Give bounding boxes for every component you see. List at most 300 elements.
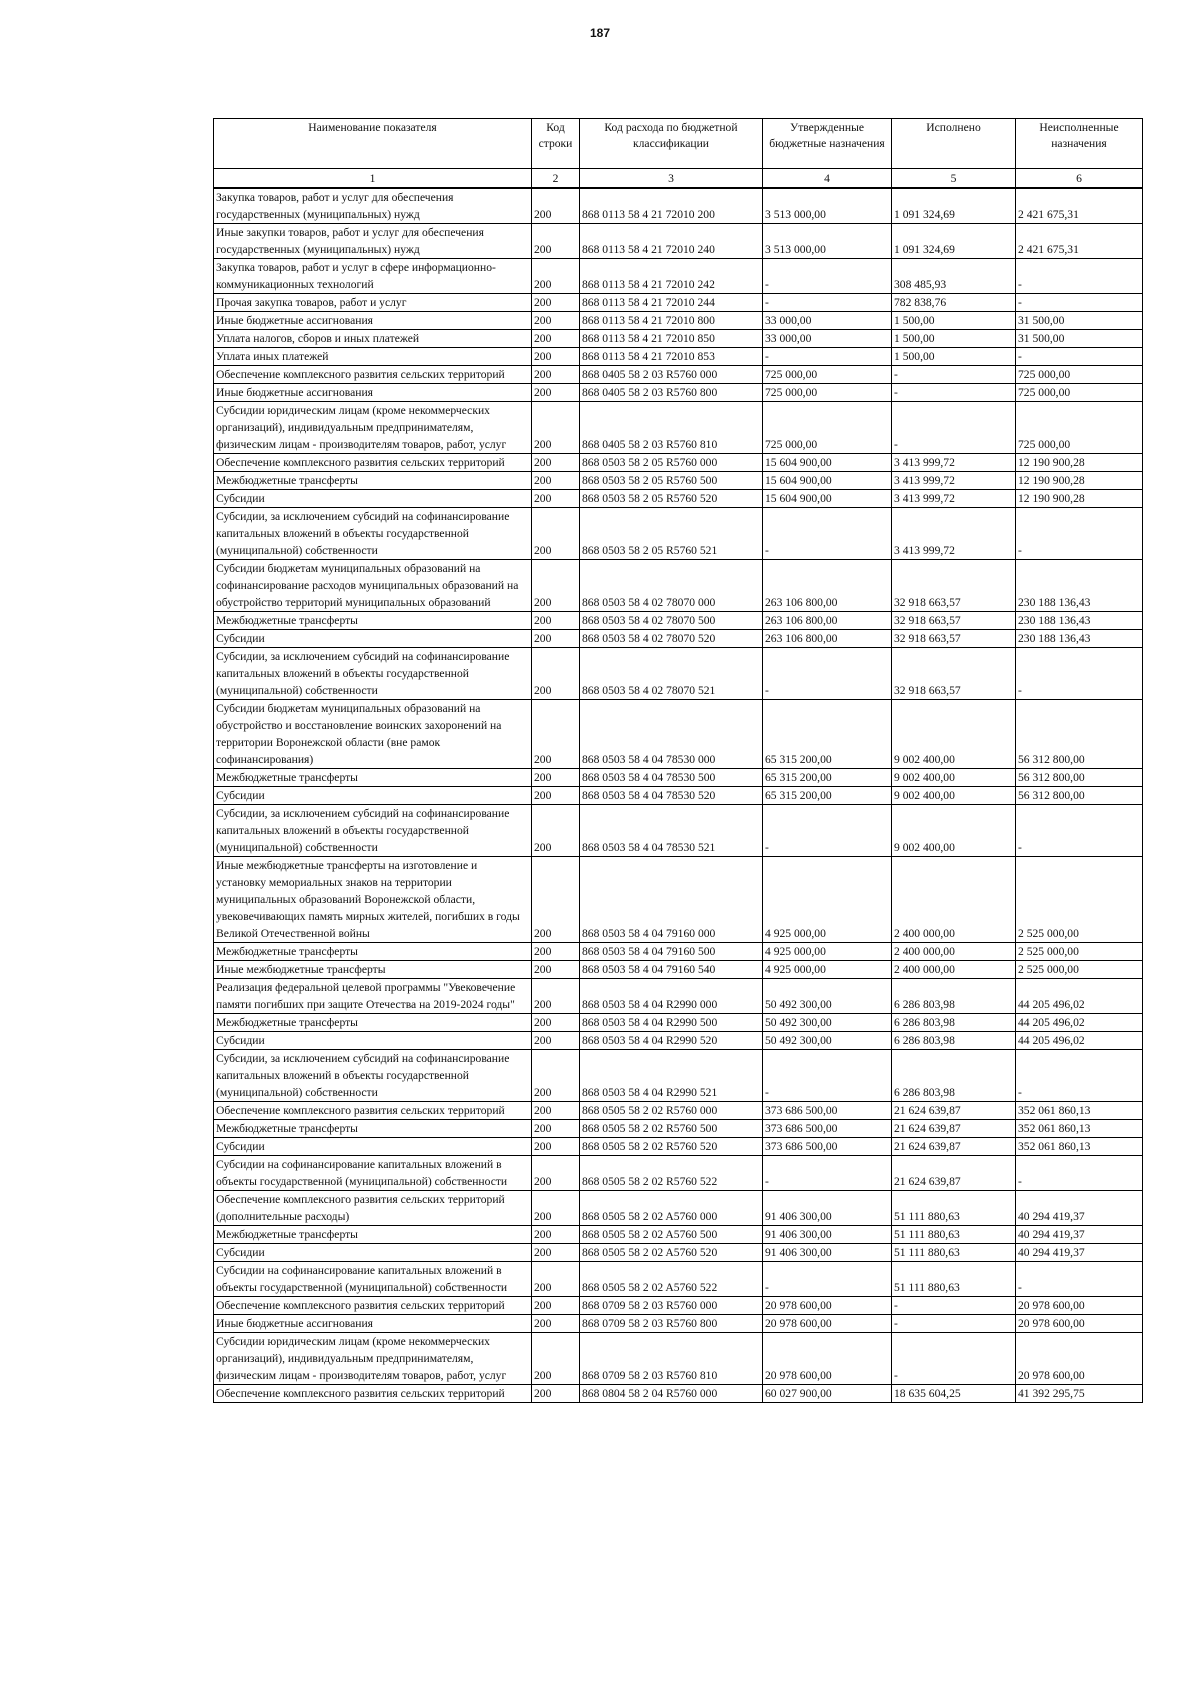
budget-code-cell: 868 0804 58 2 04 R5760 000 — [580, 1385, 763, 1403]
budget-code-cell: 868 0503 58 4 04 79160 000 — [580, 857, 763, 943]
approved-amount-cell: 91 406 300,00 — [763, 1191, 892, 1226]
indicator-name-cell: Субсидии, за исключением субсидий на софинансирование капитальных вложений в объекты государственной (муниципальной) собственности — [214, 648, 532, 700]
executed-amount-cell: 18 635 604,25 — [892, 1385, 1016, 1403]
budget-code-cell: 868 0503 58 2 05 R5760 521 — [580, 508, 763, 560]
approved-amount-cell: - — [763, 1050, 892, 1102]
column-header-name: Наименование показателя — [214, 119, 532, 169]
budget-code-cell: 868 0113 58 4 21 72010 800 — [580, 312, 763, 330]
approved-amount-cell: 60 027 900,00 — [763, 1385, 892, 1403]
column-number: 6 — [1016, 169, 1143, 189]
unexecuted-amount-cell: 31 500,00 — [1016, 312, 1143, 330]
indicator-name-cell: Обеспечение комплексного развития сельских территорий — [214, 1102, 532, 1120]
column-number: 4 — [763, 169, 892, 189]
column-number: 3 — [580, 169, 763, 189]
executed-amount-cell: 3 413 999,72 — [892, 454, 1016, 472]
budget-code-cell: 868 0503 58 4 04 R2990 000 — [580, 979, 763, 1014]
unexecuted-amount-cell: 40 294 419,37 — [1016, 1191, 1143, 1226]
executed-amount-cell: 1 500,00 — [892, 312, 1016, 330]
line-code-cell: 200 — [532, 330, 580, 348]
table-row — [214, 312, 1143, 330]
table-row — [214, 787, 1143, 805]
line-code-cell: 200 — [532, 1262, 580, 1297]
budget-code-cell: 868 0503 58 4 04 79160 540 — [580, 961, 763, 979]
table-row — [214, 508, 1143, 560]
line-code-cell: 200 — [532, 1333, 580, 1385]
approved-amount-cell: 373 686 500,00 — [763, 1120, 892, 1138]
unexecuted-amount-cell: 230 188 136,43 — [1016, 630, 1143, 648]
table-row — [214, 472, 1143, 490]
approved-amount-cell: 33 000,00 — [763, 312, 892, 330]
line-code-cell: 200 — [532, 700, 580, 769]
unexecuted-amount-cell: 44 205 496,02 — [1016, 1032, 1143, 1050]
executed-amount-cell: 9 002 400,00 — [892, 805, 1016, 857]
indicator-name-cell: Иные закупки товаров, работ и услуг для обеспечения государственных (муниципальных) нужд — [214, 224, 532, 259]
executed-amount-cell: 9 002 400,00 — [892, 700, 1016, 769]
indicator-name-cell: Межбюджетные трансферты — [214, 472, 532, 490]
line-code-cell: 200 — [532, 348, 580, 366]
budget-code-cell: 868 0405 58 2 03 R5760 810 — [580, 402, 763, 454]
approved-amount-cell: 65 315 200,00 — [763, 700, 892, 769]
line-code-cell: 200 — [532, 1102, 580, 1120]
approved-amount-cell: - — [763, 805, 892, 857]
approved-amount-cell: - — [763, 1262, 892, 1297]
indicator-name-cell: Уплата налогов, сборов и иных платежей — [214, 330, 532, 348]
table-row — [214, 630, 1143, 648]
executed-amount-cell: 6 286 803,98 — [892, 1014, 1016, 1032]
executed-amount-cell: 1 091 324,69 — [892, 188, 1016, 224]
line-code-cell: 200 — [532, 188, 580, 224]
executed-amount-cell: 21 624 639,87 — [892, 1156, 1016, 1191]
table-row — [214, 612, 1143, 630]
executed-amount-cell: 21 624 639,87 — [892, 1120, 1016, 1138]
unexecuted-amount-cell: 12 190 900,28 — [1016, 454, 1143, 472]
indicator-name-cell: Межбюджетные трансферты — [214, 943, 532, 961]
executed-amount-cell: 2 400 000,00 — [892, 943, 1016, 961]
table-row — [214, 961, 1143, 979]
approved-amount-cell: 65 315 200,00 — [763, 769, 892, 787]
approved-amount-cell: 33 000,00 — [763, 330, 892, 348]
line-code-cell: 200 — [532, 630, 580, 648]
indicator-name-cell: Обеспечение комплексного развития сельских территорий — [214, 366, 532, 384]
approved-amount-cell: 725 000,00 — [763, 366, 892, 384]
unexecuted-amount-cell: - — [1016, 648, 1143, 700]
executed-amount-cell: - — [892, 1333, 1016, 1385]
unexecuted-amount-cell: 20 978 600,00 — [1016, 1315, 1143, 1333]
line-code-cell: 200 — [532, 1191, 580, 1226]
approved-amount-cell: - — [763, 648, 892, 700]
line-code-cell: 200 — [532, 384, 580, 402]
approved-amount-cell: 91 406 300,00 — [763, 1226, 892, 1244]
executed-amount-cell: - — [892, 1297, 1016, 1315]
executed-amount-cell: 1 091 324,69 — [892, 224, 1016, 259]
line-code-cell: 200 — [532, 805, 580, 857]
unexecuted-amount-cell: 2 421 675,31 — [1016, 188, 1143, 224]
unexecuted-amount-cell: - — [1016, 294, 1143, 312]
line-code-cell: 200 — [532, 454, 580, 472]
budget-code-cell: 868 0505 58 2 02 A5760 522 — [580, 1262, 763, 1297]
indicator-name-cell: Межбюджетные трансферты — [214, 769, 532, 787]
indicator-name-cell: Прочая закупка товаров, работ и услуг — [214, 294, 532, 312]
budget-code-cell: 868 0503 58 4 04 78530 500 — [580, 769, 763, 787]
unexecuted-amount-cell: 20 978 600,00 — [1016, 1297, 1143, 1315]
approved-amount-cell: 725 000,00 — [763, 384, 892, 402]
table-row — [214, 769, 1143, 787]
unexecuted-amount-cell: 31 500,00 — [1016, 330, 1143, 348]
budget-code-cell: 868 0113 58 4 21 72010 244 — [580, 294, 763, 312]
executed-amount-cell: 51 111 880,63 — [892, 1226, 1016, 1244]
unexecuted-amount-cell: 44 205 496,02 — [1016, 979, 1143, 1014]
unexecuted-amount-cell: 230 188 136,43 — [1016, 560, 1143, 612]
line-code-cell: 200 — [532, 560, 580, 612]
approved-amount-cell: - — [763, 508, 892, 560]
page-number: 187 — [589, 26, 611, 40]
executed-amount-cell: 51 111 880,63 — [892, 1244, 1016, 1262]
executed-amount-cell: 32 918 663,57 — [892, 648, 1016, 700]
unexecuted-amount-cell: 56 312 800,00 — [1016, 769, 1143, 787]
budget-code-cell: 868 0503 58 4 02 78070 500 — [580, 612, 763, 630]
indicator-name-cell: Реализация федеральной целевой программы "Увековечение памяти погибших при защите Отечества на 2019-2024 годы" — [214, 979, 532, 1014]
unexecuted-amount-cell: - — [1016, 805, 1143, 857]
budget-code-cell: 868 0503 58 4 02 78070 000 — [580, 560, 763, 612]
executed-amount-cell: 6 286 803,98 — [892, 979, 1016, 1014]
table-body — [214, 188, 1143, 1403]
executed-amount-cell: 3 413 999,72 — [892, 490, 1016, 508]
indicator-name-cell: Уплата иных платежей — [214, 348, 532, 366]
approved-amount-cell: 20 978 600,00 — [763, 1315, 892, 1333]
approved-amount-cell: 4 925 000,00 — [763, 857, 892, 943]
line-code-cell: 200 — [532, 1138, 580, 1156]
budget-code-cell: 868 0503 58 4 04 78530 520 — [580, 787, 763, 805]
table-row — [214, 402, 1143, 454]
table-row — [214, 857, 1143, 943]
line-code-cell: 200 — [532, 1120, 580, 1138]
line-code-cell: 200 — [532, 787, 580, 805]
column-header-approved: Утвержденные бюджетные назначения — [763, 119, 892, 169]
executed-amount-cell: 9 002 400,00 — [892, 787, 1016, 805]
unexecuted-amount-cell: 2 525 000,00 — [1016, 943, 1143, 961]
approved-amount-cell: 65 315 200,00 — [763, 787, 892, 805]
executed-amount-cell: - — [892, 366, 1016, 384]
budget-code-cell: 868 0113 58 4 21 72010 853 — [580, 348, 763, 366]
executed-amount-cell: 3 413 999,72 — [892, 508, 1016, 560]
indicator-name-cell: Субсидии — [214, 490, 532, 508]
table-row — [214, 1050, 1143, 1102]
line-code-cell: 200 — [532, 857, 580, 943]
line-code-cell: 200 — [532, 259, 580, 294]
table-row — [214, 490, 1143, 508]
indicator-name-cell: Межбюджетные трансферты — [214, 1226, 532, 1244]
unexecuted-amount-cell: 56 312 800,00 — [1016, 700, 1143, 769]
table-header-row — [214, 119, 1143, 169]
line-code-cell: 200 — [532, 769, 580, 787]
table-row — [214, 259, 1143, 294]
table-row — [214, 294, 1143, 312]
line-code-cell: 200 — [532, 1032, 580, 1050]
indicator-name-cell: Закупка товаров, работ и услуг для обеспечения государственных (муниципальных) нужд — [214, 188, 532, 224]
column-header-line-code: Код строки — [532, 119, 580, 169]
line-code-cell: 200 — [532, 1014, 580, 1032]
budget-code-cell: 868 0503 58 4 04 79160 500 — [580, 943, 763, 961]
table-row — [214, 1297, 1143, 1315]
budget-code-cell: 868 0405 58 2 03 R5760 000 — [580, 366, 763, 384]
executed-amount-cell: 6 286 803,98 — [892, 1032, 1016, 1050]
unexecuted-amount-cell: 20 978 600,00 — [1016, 1333, 1143, 1385]
table-row — [214, 224, 1143, 259]
column-number-row — [214, 169, 1143, 189]
indicator-name-cell: Обеспечение комплексного развития сельских территорий (дополнительные расходы) — [214, 1191, 532, 1226]
executed-amount-cell: - — [892, 1315, 1016, 1333]
indicator-name-cell: Субсидии бюджетам муниципальных образований на софинансирование расходов муниципальных образований на обустройство территорий муниципальных образований — [214, 560, 532, 612]
table-row — [214, 1102, 1143, 1120]
table-row — [214, 805, 1143, 857]
approved-amount-cell: 15 604 900,00 — [763, 454, 892, 472]
unexecuted-amount-cell: - — [1016, 1156, 1143, 1191]
unexecuted-amount-cell: 725 000,00 — [1016, 384, 1143, 402]
unexecuted-amount-cell: 352 061 860,13 — [1016, 1102, 1143, 1120]
approved-amount-cell: 20 978 600,00 — [763, 1333, 892, 1385]
unexecuted-amount-cell: 725 000,00 — [1016, 402, 1143, 454]
approved-amount-cell: 3 513 000,00 — [763, 224, 892, 259]
budget-code-cell: 868 0503 58 4 04 R2990 500 — [580, 1014, 763, 1032]
budget-code-cell: 868 0503 58 4 04 R2990 521 — [580, 1050, 763, 1102]
unexecuted-amount-cell: - — [1016, 348, 1143, 366]
approved-amount-cell: - — [763, 259, 892, 294]
budget-code-cell: 868 0505 58 2 02 R5760 500 — [580, 1120, 763, 1138]
table-row — [214, 1191, 1143, 1226]
indicator-name-cell: Субсидии бюджетам муниципальных образований на обустройство и восстановление воинских захоронений на территории Воронежской области (вне рамок софинансирования) — [214, 700, 532, 769]
table-row — [214, 1333, 1143, 1385]
indicator-name-cell: Субсидии юридическим лицам (кроме некоммерческих организаций), индивидуальным предпринимателям, физическим лицам - производителям товаров, работ, услуг — [214, 402, 532, 454]
approved-amount-cell: 3 513 000,00 — [763, 188, 892, 224]
table-row — [214, 384, 1143, 402]
budget-code-cell: 868 0503 58 4 04 R2990 520 — [580, 1032, 763, 1050]
table-row — [214, 648, 1143, 700]
table-row — [214, 560, 1143, 612]
line-code-cell: 200 — [532, 943, 580, 961]
indicator-name-cell: Обеспечение комплексного развития сельских территорий — [214, 1385, 532, 1403]
approved-amount-cell: 373 686 500,00 — [763, 1102, 892, 1120]
line-code-cell: 200 — [532, 508, 580, 560]
approved-amount-cell: - — [763, 1156, 892, 1191]
indicator-name-cell: Межбюджетные трансферты — [214, 1014, 532, 1032]
line-code-cell: 200 — [532, 224, 580, 259]
line-code-cell: 200 — [532, 1244, 580, 1262]
indicator-name-cell: Иные бюджетные ассигнования — [214, 312, 532, 330]
approved-amount-cell: 263 106 800,00 — [763, 560, 892, 612]
column-number: 1 — [214, 169, 532, 189]
executed-amount-cell: 782 838,76 — [892, 294, 1016, 312]
unexecuted-amount-cell: 2 525 000,00 — [1016, 857, 1143, 943]
executed-amount-cell: 2 400 000,00 — [892, 961, 1016, 979]
approved-amount-cell: 50 492 300,00 — [763, 1014, 892, 1032]
executed-amount-cell: 2 400 000,00 — [892, 857, 1016, 943]
budget-execution-table — [213, 118, 1143, 1403]
column-header-unexecuted: Неисполненные назначения — [1016, 119, 1143, 169]
executed-amount-cell: - — [892, 384, 1016, 402]
indicator-name-cell: Субсидии — [214, 1138, 532, 1156]
unexecuted-amount-cell: - — [1016, 508, 1143, 560]
approved-amount-cell: 263 106 800,00 — [763, 612, 892, 630]
budget-code-cell: 868 0505 58 2 02 R5760 522 — [580, 1156, 763, 1191]
budget-code-cell: 868 0505 58 2 02 A5760 000 — [580, 1191, 763, 1226]
approved-amount-cell: - — [763, 348, 892, 366]
indicator-name-cell: Субсидии на софинансирование капитальных вложений в объекты государственной (муниципальной) собственности — [214, 1156, 532, 1191]
table-row — [214, 348, 1143, 366]
budget-code-cell: 868 0503 58 4 04 78530 000 — [580, 700, 763, 769]
unexecuted-amount-cell: 2 525 000,00 — [1016, 961, 1143, 979]
unexecuted-amount-cell: 12 190 900,28 — [1016, 490, 1143, 508]
line-code-cell: 200 — [532, 294, 580, 312]
table-row — [214, 330, 1143, 348]
executed-amount-cell: 32 918 663,57 — [892, 612, 1016, 630]
line-code-cell: 200 — [532, 1297, 580, 1315]
executed-amount-cell: 51 111 880,63 — [892, 1262, 1016, 1297]
approved-amount-cell: 15 604 900,00 — [763, 490, 892, 508]
indicator-name-cell: Иные бюджетные ассигнования — [214, 1315, 532, 1333]
budget-code-cell: 868 0709 58 2 03 R5760 000 — [580, 1297, 763, 1315]
indicator-name-cell: Обеспечение комплексного развития сельских территорий — [214, 1297, 532, 1315]
approved-amount-cell: - — [763, 294, 892, 312]
column-number: 5 — [892, 169, 1016, 189]
unexecuted-amount-cell: 725 000,00 — [1016, 366, 1143, 384]
line-code-cell: 200 — [532, 1156, 580, 1191]
approved-amount-cell: 15 604 900,00 — [763, 472, 892, 490]
table-row — [214, 1226, 1143, 1244]
table-row — [214, 1014, 1143, 1032]
approved-amount-cell: 373 686 500,00 — [763, 1138, 892, 1156]
budget-code-cell: 868 0505 58 2 02 R5760 000 — [580, 1102, 763, 1120]
table-row — [214, 943, 1143, 961]
unexecuted-amount-cell: 230 188 136,43 — [1016, 612, 1143, 630]
executed-amount-cell: 32 918 663,57 — [892, 630, 1016, 648]
budget-code-cell: 868 0709 58 2 03 R5760 810 — [580, 1333, 763, 1385]
indicator-name-cell: Иные бюджетные ассигнования — [214, 384, 532, 402]
indicator-name-cell: Субсидии — [214, 787, 532, 805]
table-row — [214, 1262, 1143, 1297]
executed-amount-cell: 308 485,93 — [892, 259, 1016, 294]
budget-code-cell: 868 0113 58 4 21 72010 200 — [580, 188, 763, 224]
budget-code-cell: 868 0503 58 2 05 R5760 520 — [580, 490, 763, 508]
table-row — [214, 700, 1143, 769]
budget-code-cell: 868 0505 58 2 02 A5760 520 — [580, 1244, 763, 1262]
approved-amount-cell: 20 978 600,00 — [763, 1297, 892, 1315]
budget-code-cell: 868 0505 58 2 02 R5760 520 — [580, 1138, 763, 1156]
table-row — [214, 1120, 1143, 1138]
indicator-name-cell: Субсидии юридическим лицам (кроме некоммерческих организаций), индивидуальным предпринимателям, физическим лицам - производителям товаров, работ, услуг — [214, 1333, 532, 1385]
column-number: 2 — [532, 169, 580, 189]
indicator-name-cell: Субсидии, за исключением субсидий на софинансирование капитальных вложений в объекты государственной (муниципальной) собственности — [214, 1050, 532, 1102]
table-row — [214, 979, 1143, 1014]
approved-amount-cell: 263 106 800,00 — [763, 630, 892, 648]
executed-amount-cell: 21 624 639,87 — [892, 1138, 1016, 1156]
indicator-name-cell: Субсидии — [214, 630, 532, 648]
budget-code-cell: 868 0503 58 4 02 78070 521 — [580, 648, 763, 700]
table-row — [214, 454, 1143, 472]
approved-amount-cell: 91 406 300,00 — [763, 1244, 892, 1262]
indicator-name-cell: Субсидии на софинансирование капитальных вложений в объекты государственной (муниципальной) собственности — [214, 1262, 532, 1297]
budget-code-cell: 868 0503 58 2 05 R5760 000 — [580, 454, 763, 472]
budget-code-cell: 868 0113 58 4 21 72010 240 — [580, 224, 763, 259]
column-header-executed: Исполнено — [892, 119, 1016, 169]
indicator-name-cell: Обеспечение комплексного развития сельских территорий — [214, 454, 532, 472]
executed-amount-cell: 1 500,00 — [892, 330, 1016, 348]
indicator-name-cell: Субсидии, за исключением субсидий на софинансирование капитальных вложений в объекты государственной (муниципальной) собственности — [214, 508, 532, 560]
table-row — [214, 1138, 1143, 1156]
line-code-cell: 200 — [532, 1315, 580, 1333]
line-code-cell: 200 — [532, 612, 580, 630]
budget-code-cell: 868 0113 58 4 21 72010 242 — [580, 259, 763, 294]
unexecuted-amount-cell: 40 294 419,37 — [1016, 1226, 1143, 1244]
indicator-name-cell: Иные межбюджетные трансферты на изготовление и установку мемориальных знаков на территории муниципальных образований Воронежской области, увековечивающих память мирных жителей, погибших в годы Великой Отечественной войны — [214, 857, 532, 943]
line-code-cell: 200 — [532, 1226, 580, 1244]
table-row — [214, 1385, 1143, 1403]
unexecuted-amount-cell: 2 421 675,31 — [1016, 224, 1143, 259]
line-code-cell: 200 — [532, 312, 580, 330]
budget-code-cell: 868 0405 58 2 03 R5760 800 — [580, 384, 763, 402]
table-row — [214, 1156, 1143, 1191]
line-code-cell: 200 — [532, 402, 580, 454]
table-row — [214, 188, 1143, 224]
executed-amount-cell: 3 413 999,72 — [892, 472, 1016, 490]
unexecuted-amount-cell: 44 205 496,02 — [1016, 1014, 1143, 1032]
indicator-name-cell: Субсидии — [214, 1032, 532, 1050]
column-header-budget-code: Код расхода по бюджетной классификации — [580, 119, 763, 169]
budget-code-cell: 868 0113 58 4 21 72010 850 — [580, 330, 763, 348]
unexecuted-amount-cell: - — [1016, 1262, 1143, 1297]
indicator-name-cell: Закупка товаров, работ и услуг в сфере информационно-коммуникационных технологий — [214, 259, 532, 294]
line-code-cell: 200 — [532, 490, 580, 508]
indicator-name-cell: Иные межбюджетные трансферты — [214, 961, 532, 979]
indicator-name-cell: Межбюджетные трансферты — [214, 612, 532, 630]
line-code-cell: 200 — [532, 979, 580, 1014]
unexecuted-amount-cell: - — [1016, 259, 1143, 294]
executed-amount-cell: 51 111 880,63 — [892, 1191, 1016, 1226]
unexecuted-amount-cell: 352 061 860,13 — [1016, 1138, 1143, 1156]
table-row — [214, 366, 1143, 384]
executed-amount-cell: 32 918 663,57 — [892, 560, 1016, 612]
table-row — [214, 1244, 1143, 1262]
executed-amount-cell: 6 286 803,98 — [892, 1050, 1016, 1102]
indicator-name-cell: Межбюджетные трансферты — [214, 1120, 532, 1138]
line-code-cell: 200 — [532, 648, 580, 700]
budget-code-cell: 868 0709 58 2 03 R5760 800 — [580, 1315, 763, 1333]
table-row — [214, 1315, 1143, 1333]
executed-amount-cell: 21 624 639,87 — [892, 1102, 1016, 1120]
budget-code-cell: 868 0505 58 2 02 A5760 500 — [580, 1226, 763, 1244]
line-code-cell: 200 — [532, 472, 580, 490]
budget-code-cell: 868 0503 58 4 02 78070 520 — [580, 630, 763, 648]
line-code-cell: 200 — [532, 1385, 580, 1403]
indicator-name-cell: Субсидии — [214, 1244, 532, 1262]
approved-amount-cell: 4 925 000,00 — [763, 961, 892, 979]
unexecuted-amount-cell: 56 312 800,00 — [1016, 787, 1143, 805]
line-code-cell: 200 — [532, 961, 580, 979]
unexecuted-amount-cell: 41 392 295,75 — [1016, 1385, 1143, 1403]
approved-amount-cell: 725 000,00 — [763, 402, 892, 454]
line-code-cell: 200 — [532, 1050, 580, 1102]
budget-code-cell: 868 0503 58 4 04 78530 521 — [580, 805, 763, 857]
approved-amount-cell: 4 925 000,00 — [763, 943, 892, 961]
table-row — [214, 1032, 1143, 1050]
unexecuted-amount-cell: - — [1016, 1050, 1143, 1102]
executed-amount-cell: 1 500,00 — [892, 348, 1016, 366]
unexecuted-amount-cell: 40 294 419,37 — [1016, 1244, 1143, 1262]
indicator-name-cell: Субсидии, за исключением субсидий на софинансирование капитальных вложений в объекты государственной (муниципальной) собственности — [214, 805, 532, 857]
budget-code-cell: 868 0503 58 2 05 R5760 500 — [580, 472, 763, 490]
executed-amount-cell: - — [892, 402, 1016, 454]
unexecuted-amount-cell: 352 061 860,13 — [1016, 1120, 1143, 1138]
approved-amount-cell: 50 492 300,00 — [763, 979, 892, 1014]
